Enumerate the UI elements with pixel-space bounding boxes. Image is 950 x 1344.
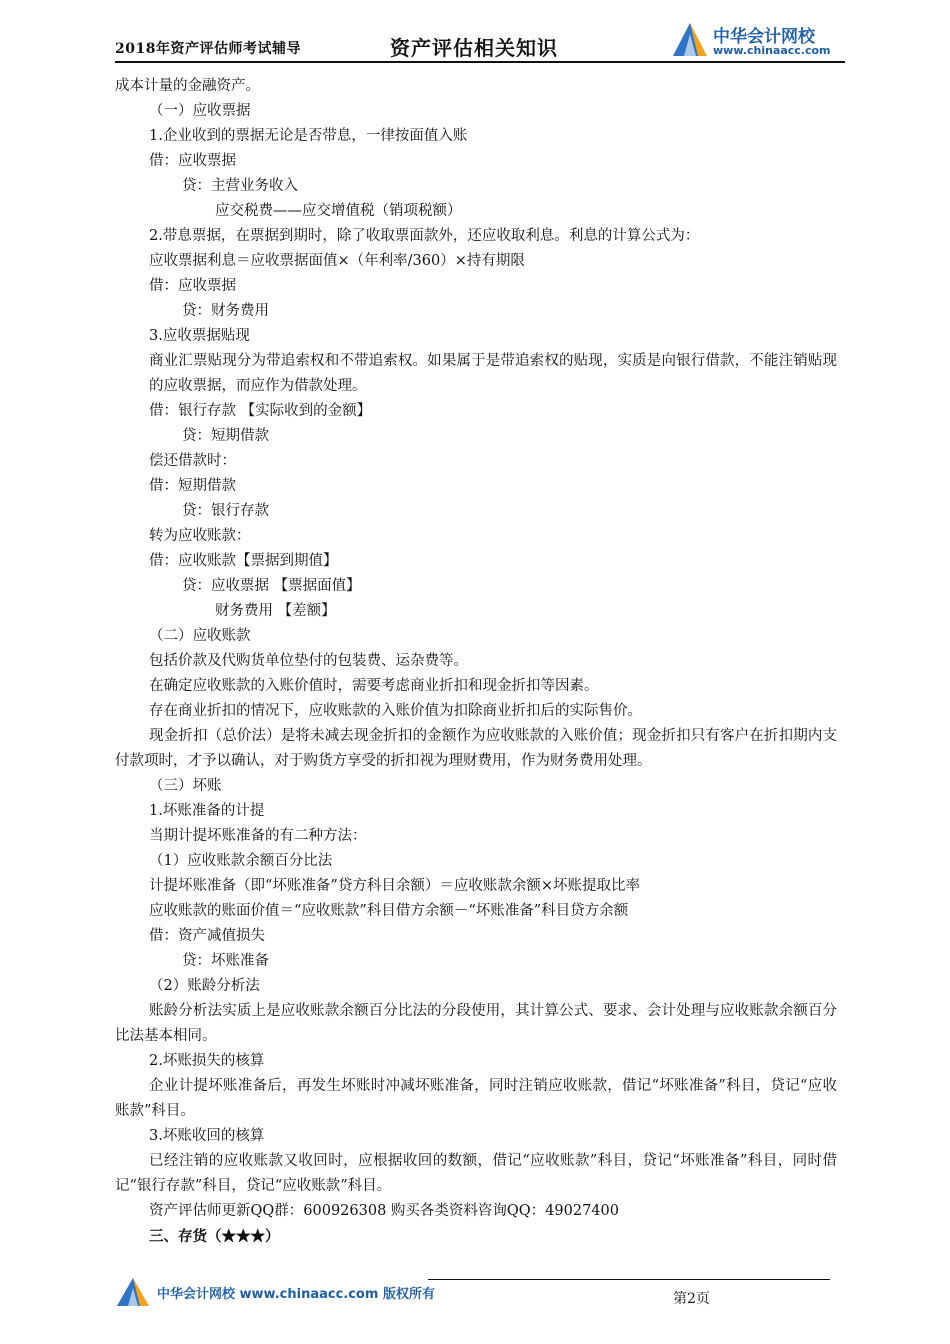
footer-copyright: 中华会计网校 www.chinaacc.com 版权所有 xyxy=(157,1287,435,1302)
header-divider xyxy=(115,61,845,63)
page-header xyxy=(115,20,845,64)
body-line: （2）账龄分析法 xyxy=(149,978,260,994)
journal-entry-line: 贷：坏账准备 xyxy=(182,953,269,969)
footer-divider xyxy=(428,1279,830,1280)
body-line: 当期计提坏账准备的有二种方法： xyxy=(149,828,367,844)
paragraph xyxy=(115,1149,837,1199)
paragraph-text: 企业计提坏账准备后，再发生坏账时冲减坏账准备，同时注销应收账款，借记“坏账准备”科目，贷记“应收账款”科目。 xyxy=(115,1078,837,1119)
body-line: 2.带息票据，在票据到期时，除了收取票面款外，还应收取利息。利息的计算公式为： xyxy=(149,228,700,244)
formula-line: 应收账款的账面价值＝“应收账款”科目借方余额－“坏账准备”科目贷方余额 xyxy=(149,903,629,919)
journal-entry-line: 借：短期借款 xyxy=(149,478,236,494)
paragraph xyxy=(115,349,837,399)
journal-entry-line: 借：银行存款 【实际收到的金额】 xyxy=(149,403,372,419)
body-line: 1.坏账准备的计提 xyxy=(149,803,265,819)
journal-entry-line: 贷：短期借款 xyxy=(182,428,269,444)
paragraph xyxy=(115,724,837,774)
section-heading: （一）应收票据 xyxy=(149,103,251,119)
body-line: 3.应收票据贴现 xyxy=(149,328,250,344)
formula-line: 应收票据利息＝应收票据面值×（年利率/360）×持有期限 xyxy=(149,253,525,269)
body-line: （1）应收账款余额百分比法 xyxy=(149,853,333,869)
journal-entry-line: 贷：应收票据 【票据面值】 xyxy=(182,578,361,594)
footer-logo-icon xyxy=(115,1276,155,1308)
body-line: 转为应收账款： xyxy=(149,528,251,544)
journal-entry-line: 贷：银行存款 xyxy=(182,503,269,519)
paragraph-text: 商业汇票贴现分为带追索权和不带追索权。如果属于是带追索权的贴现，实质是向银行借款，不能注销贴现的应收票据，而应作为借款处理。 xyxy=(149,353,837,394)
journal-entry-line: 贷：财务费用 xyxy=(182,303,269,319)
header-course-title: 2018年资产评估师考试辅导 xyxy=(115,41,301,57)
paragraph xyxy=(115,999,837,1049)
page-footer xyxy=(115,1272,845,1312)
journal-entry-line: 财务费用 【差额】 xyxy=(215,603,336,619)
journal-entry-line: 应交税费——应交增值税（销项税额） xyxy=(215,203,462,219)
body-line: 在确定应收账款的入账价值时，需要考虑商业折扣和现金折扣等因素。 xyxy=(149,678,599,694)
page-number: 第2页 xyxy=(673,1291,710,1307)
paragraph xyxy=(115,1074,837,1124)
body-line: 3.坏账收回的核算 xyxy=(149,1128,265,1144)
body-line: 成本计量的金融资产。 xyxy=(115,78,260,94)
section-heading: （三）坏账 xyxy=(149,778,222,794)
logo-triangle-icon xyxy=(670,20,710,60)
document-body xyxy=(115,74,837,1249)
journal-entry-line: 借：应收票据 xyxy=(149,278,236,294)
header-logo xyxy=(670,20,845,62)
paragraph-text: 现金折扣（总价法）是将未减去现金折扣的金额作为应收账款的入账价值；现金折扣只有客户在折扣期内支付款项时，才予以确认，对于购货方享受的折扣视为理财费用，作为财务费用处理。 xyxy=(115,728,837,769)
chapter-heading: 三、存货（★★★） xyxy=(149,1228,280,1245)
paragraph-text: 账龄分析法实质上是应收账款余额百分比法的分段使用，其计算公式、要求、会计处理与应收账款余额百分比法基本相同。 xyxy=(115,1003,837,1044)
body-line: 包括价款及代购货单位垫付的包装费、运杂费等。 xyxy=(149,653,468,669)
formula-line: 计提坏账准备（即“坏账准备”贷方科目余额）＝应收账款余额×坏账提取比率 xyxy=(149,878,640,894)
journal-entry-line: 贷：主营业务收入 xyxy=(182,178,298,194)
body-line: 1.企业收到的票据无论是否带息，一律按面值入账 xyxy=(149,128,468,144)
logo-name: 中华会计网校 xyxy=(713,27,815,47)
header-subject-title: 资产评估相关知识 xyxy=(390,36,558,60)
journal-entry-line: 借：资产减值损失 xyxy=(149,928,265,944)
journal-entry-line: 借：应收票据 xyxy=(149,153,236,169)
logo-url: www.chinaacc.com xyxy=(713,44,831,57)
journal-entry-line: 借：应收账款【票据到期值】 xyxy=(149,553,338,569)
body-line: 2.坏账损失的核算 xyxy=(149,1053,265,1069)
paragraph-text: 已经注销的应收账款又收回时，应根据收回的数额，借记“应收账款”科目，贷记“坏账准备”科目，同时借记“银行存款”科目，贷记“应收账款”科目。 xyxy=(115,1153,837,1194)
body-line: 偿还借款时： xyxy=(149,453,236,469)
body-line: 存在商业折扣的情况下，应收账款的入账价值为扣除商业折扣后的实际售价。 xyxy=(149,703,642,719)
qq-contact-line: 资产评估师更新QQ群：600926308 购买各类资料咨询QQ：49027400 xyxy=(149,1203,619,1219)
section-heading: （二）应收账款 xyxy=(149,628,251,644)
